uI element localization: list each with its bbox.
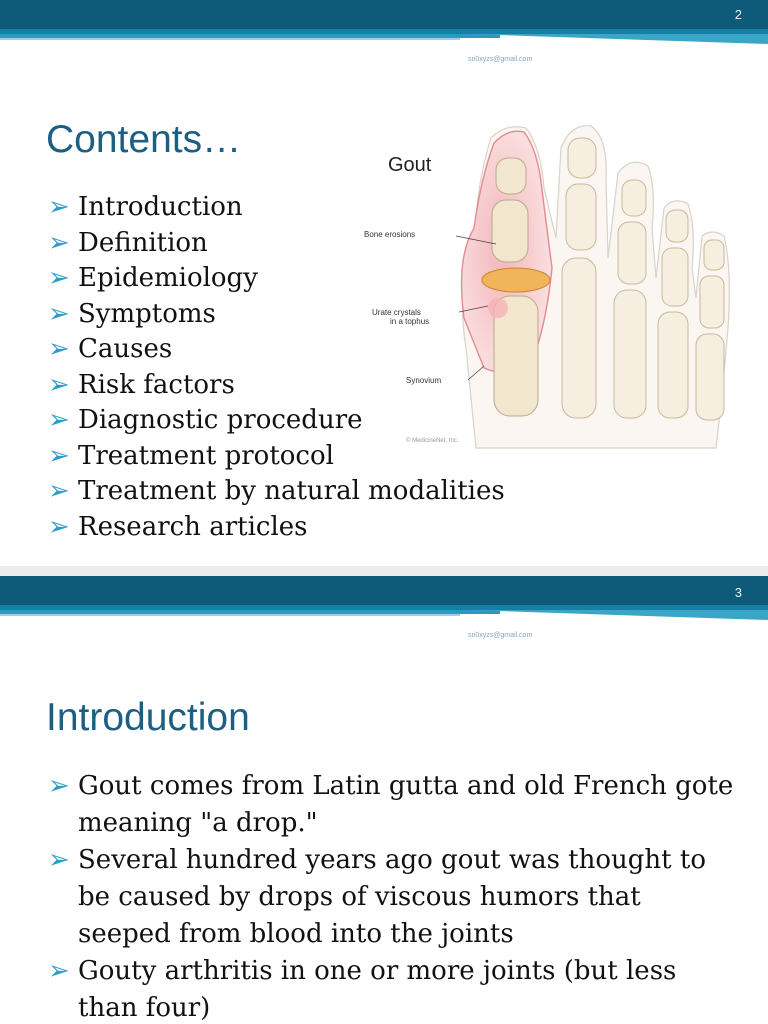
header-bar [0, 576, 768, 610]
bullet-arrow-icon: ➢ [48, 369, 70, 400]
list-item: ➢ Definition [48, 226, 505, 262]
list-item: ➢ Symptoms [48, 297, 505, 333]
list-item: ➢ Gouty arthritis in one or more joints (but less than four) [48, 953, 738, 1024]
slide-separator [0, 566, 768, 576]
bullet-arrow-icon: ➢ [48, 227, 70, 258]
image-credit: © MedicineNet, Inc. [406, 438, 459, 444]
gout-foot-illustration [356, 118, 746, 458]
slide-title: Introduction [46, 696, 250, 739]
email-footer: sri0xyzs@gmail.com [468, 632, 533, 639]
list-item: ➢ Causes [48, 332, 505, 368]
label-urate-crystals: Urate crystals [372, 308, 421, 317]
bullet-arrow-icon: ➢ [48, 845, 70, 875]
bullet-arrow-icon: ➢ [48, 476, 70, 506]
bullet-arrow-icon: ➢ [48, 771, 70, 801]
bullet-arrow-icon: ➢ [48, 440, 70, 471]
bullet-arrow-icon: ➢ [48, 298, 70, 329]
slide-3 [0, 576, 768, 1024]
bullet-arrow-icon: ➢ [48, 192, 70, 222]
bullet-arrow-icon: ➢ [48, 263, 70, 293]
list-item: ➢ Diagnostic procedure [48, 403, 505, 439]
list-item: ➢ Research articles [48, 510, 505, 546]
label-synovium: Synovium [406, 376, 442, 385]
bullet-arrow-icon: ➢ [48, 334, 70, 364]
introduction-list [48, 768, 738, 1024]
list-item: ➢ Several hundred years ago gout was thought to be caused by drops of viscous humors that seeped from blood into the joints [48, 842, 738, 953]
figure-title: Gout [388, 154, 432, 176]
list-item: ➢ Introduction [48, 190, 505, 226]
email-footer: sri0xyzs@gmail.com [468, 56, 533, 63]
list-item: ➢ Treatment protocol [48, 439, 505, 475]
bullet-arrow-icon: ➢ [48, 405, 70, 435]
slide-number: 3 [734, 585, 742, 600]
header-bar [0, 0, 768, 34]
label-bone-erosions: Bone erosions [364, 230, 416, 239]
slide-title: Contents… [46, 118, 242, 161]
bullet-arrow-icon: ➢ [48, 511, 70, 542]
label-tophus: in a tophus [390, 317, 430, 326]
list-item: ➢ Gout comes from Latin gutta and old French gote meaning "a drop." [48, 768, 738, 842]
list-item: ➢ Risk factors [48, 368, 505, 404]
list-item: ➢ Epidemiology [48, 261, 505, 297]
bullet-arrow-icon: ➢ [48, 956, 70, 986]
slide-number: 2 [734, 7, 742, 22]
list-item: ➢ Treatment by natural modalities [48, 474, 505, 510]
